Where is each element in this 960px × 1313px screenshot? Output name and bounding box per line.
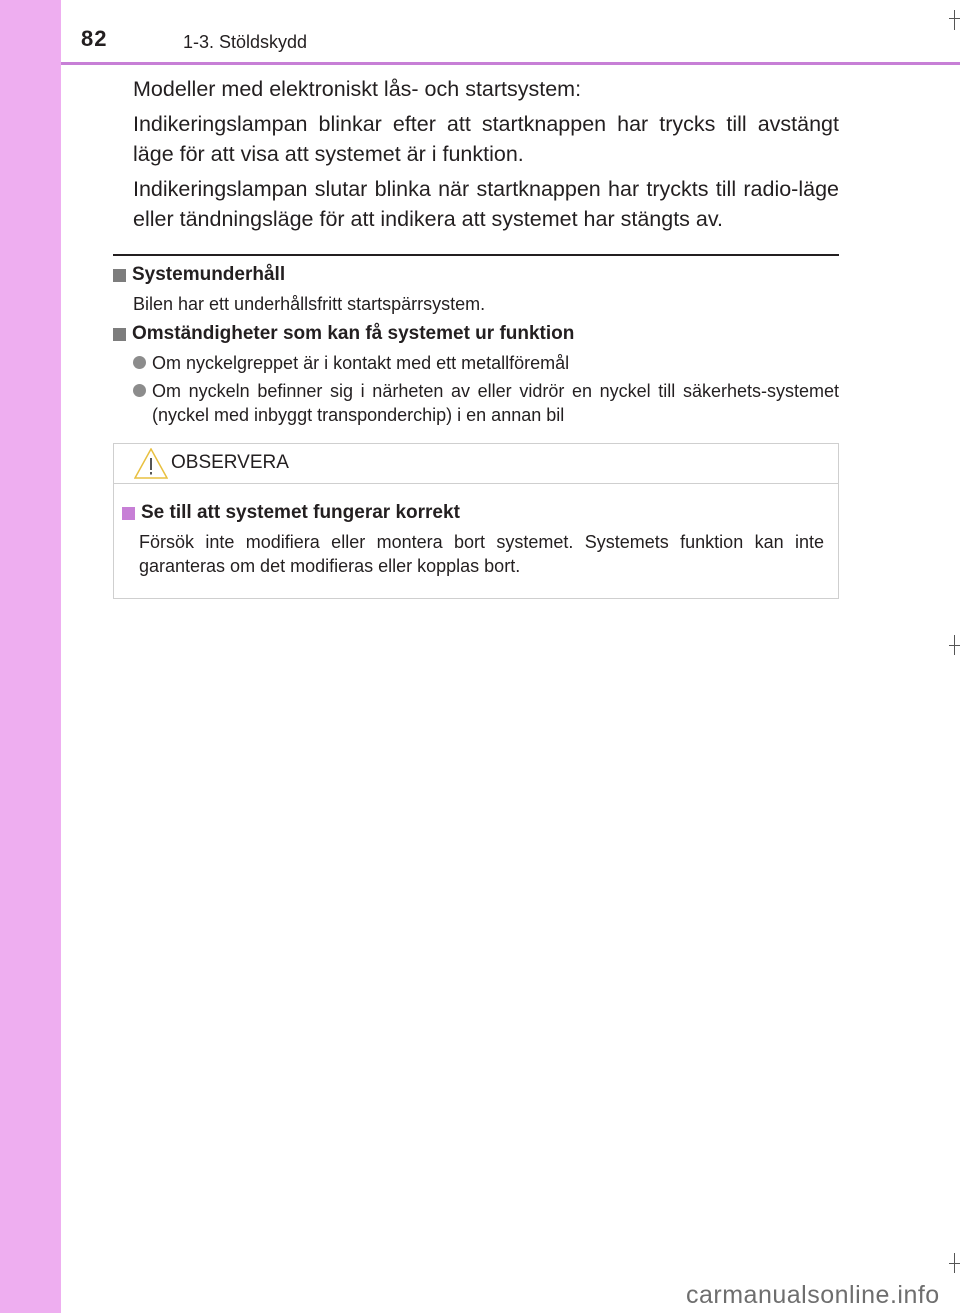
maintenance-section [113,262,839,316]
intro-paragraph: Indikeringslampan slutar blinka när startknappen har tryckts till radio-läge eller tändningsläge för att indikera att systemet har stängts av. [133,177,839,231]
crop-mark [954,1253,955,1273]
notice-heading [122,500,824,526]
intro-paragraph: Modeller med elektroniskt lås- och startsystem: [133,77,582,101]
crop-mark [954,635,955,655]
square-bullet-icon [113,269,126,282]
list-item [133,379,839,427]
intro-paragraph: Indikeringslampan blinkar efter att startknappen har trycks till avstängt läge för att visa att systemet är i funktion. [133,112,839,166]
section-divider [113,254,839,256]
list-item [133,351,839,375]
notice-text: Försök inte modifiera eller montera bort systemet. Systemets funktion kan inte garanteras om det modifieras eller kopplas bort. [139,532,824,576]
list-item-text: Om nyckeln befinner sig i närheten av eller vidrör en nyckel till säkerhets-systemet (nyckel med inbyggt transponderchip) i en annan bil [152,381,839,425]
section-title: 1-3. Stöldskydd [183,32,308,52]
notice-title: OBSERVERA [171,452,289,473]
header-rule [61,62,960,65]
circle-bullet-icon [133,356,146,369]
warning-triangle-icon [134,448,168,479]
watermark: carmanualsonline.info [686,1281,940,1309]
square-bullet-icon [122,507,135,520]
list-item-text: Om nyckelgreppet är i kontakt med ett metallföremål [152,353,570,373]
circumstances-heading-text: Omständigheter som kan få systemet ur funktion [132,323,575,344]
notice-heading-text: Se till att systemet fungerar korrekt [141,502,460,523]
notice-header [114,444,838,484]
intro-block [133,74,839,239]
notice-box [113,443,839,599]
page-number: 82 [81,26,108,51]
circumstances-section [113,321,839,427]
crop-mark [954,10,955,30]
notice-body [114,484,838,578]
side-band [0,0,61,1313]
maintenance-text: Bilen har ett underhållsfritt startspärrsystem. [133,294,486,314]
maintenance-heading [113,262,839,288]
circle-bullet-icon [133,384,146,397]
square-bullet-icon [113,328,126,341]
circumstances-heading [113,321,839,347]
maintenance-heading-text: Systemunderhåll [132,264,286,285]
